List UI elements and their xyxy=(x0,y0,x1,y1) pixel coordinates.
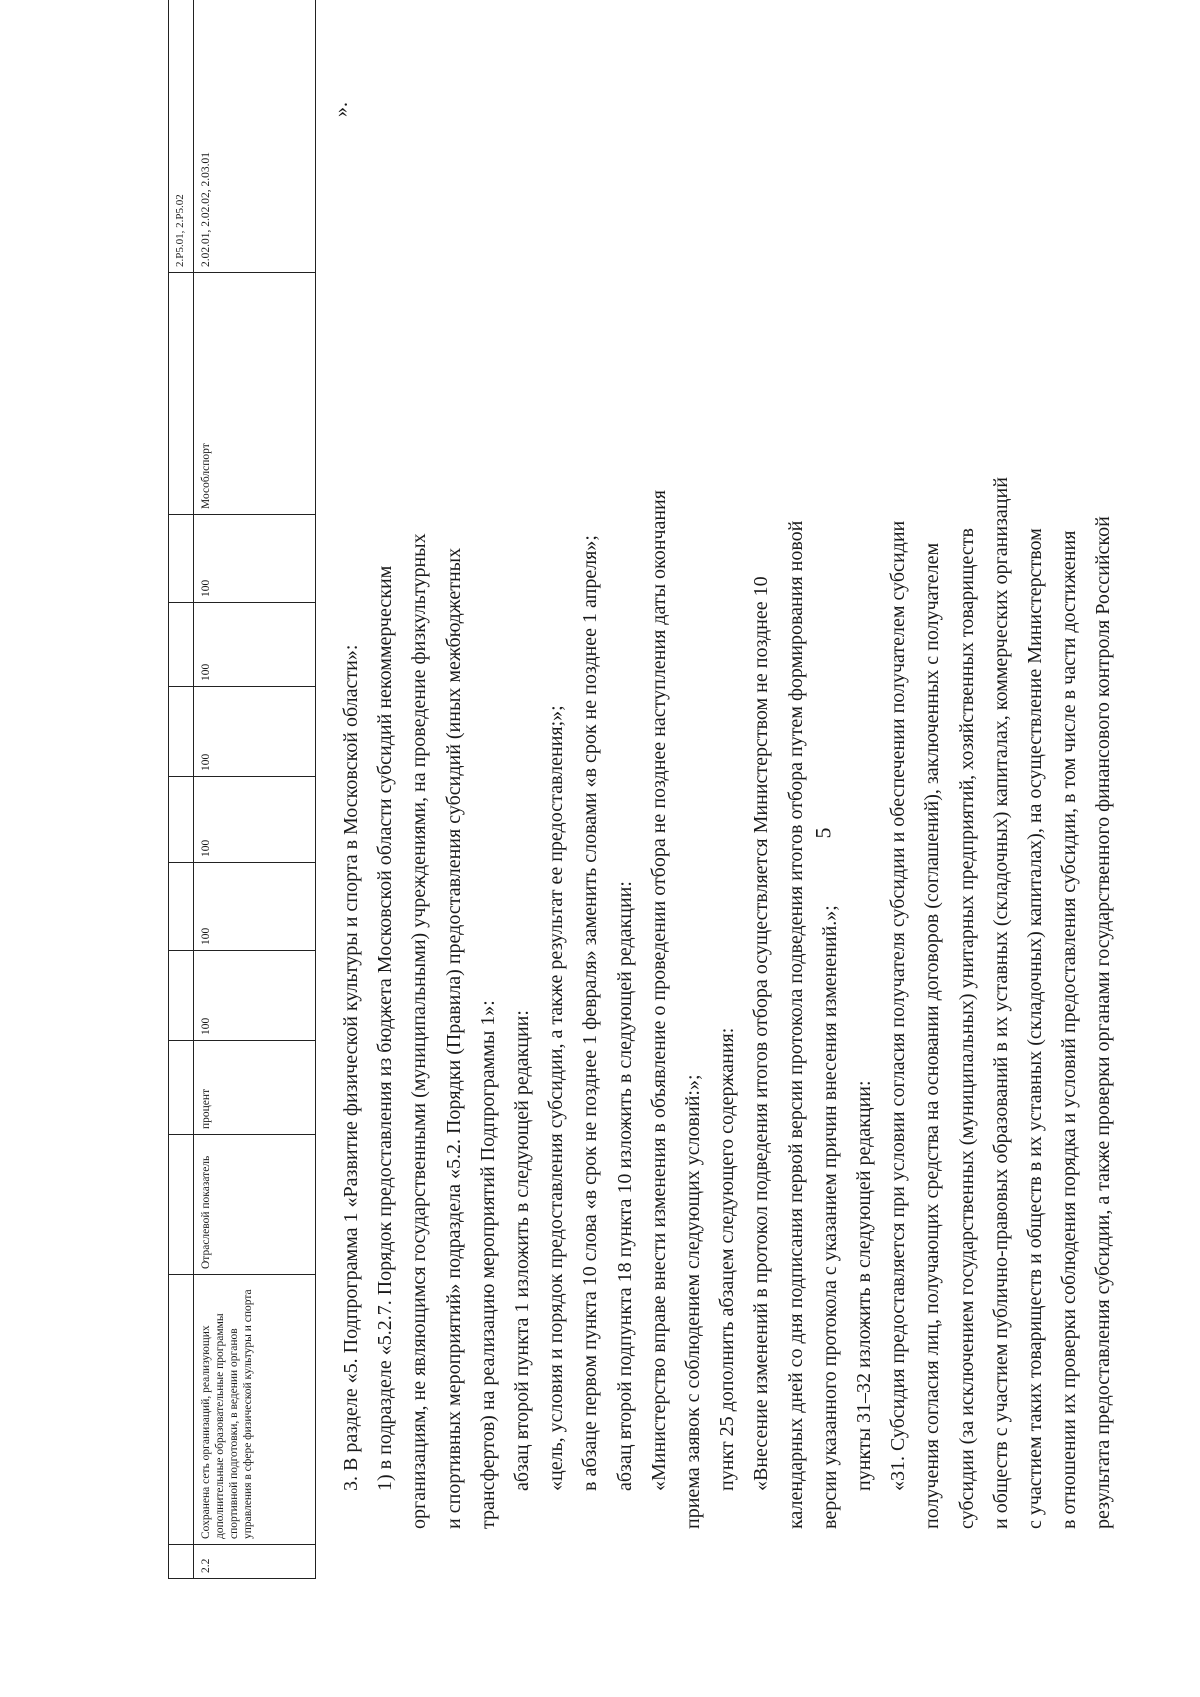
value-cell: 100 xyxy=(193,686,315,776)
header-cell xyxy=(169,514,193,602)
document-body xyxy=(334,109,1121,1529)
header-cell xyxy=(169,950,193,1040)
row-number: 2.2 xyxy=(193,1544,315,1578)
paragraph-line: 1) в подразделе «5.2.7. Порядок предоставления из бюджета Московской области субсидий некоммерческим xyxy=(374,565,397,1491)
paragraph-line: трансфертов) на реализацию мероприятий Подпрограммы 1»: xyxy=(476,1000,499,1529)
paragraph-line: и спортивных мероприятий» подраздела «5.2. Порядки (Правила) предоставления субсидий (иных межбюджетных xyxy=(442,547,465,1529)
table-row xyxy=(193,0,315,1578)
paragraph-line: абзац второй подпункта 18 пункта 10 изложить в следующей редакции: xyxy=(613,881,636,1491)
value-cell: 100 xyxy=(193,950,315,1040)
header-cell xyxy=(169,686,193,776)
unit-of-measure: процент xyxy=(193,1040,315,1134)
codes-cell: 2.02.01, 2.02.02, 2.03.01 xyxy=(200,152,212,267)
value-cell: 100 xyxy=(193,776,315,862)
paragraph-line: 3. В разделе «5. Подпрограмма 1 «Развитие физической культуры и спорта в Московской области»: xyxy=(340,644,362,1491)
indicator-name: Сохранена сеть организаций, реализующих дополнительные образовательные программы спортивной подготовки, в ведении органов управления в сфере физической культуры и спорта xyxy=(193,1274,315,1544)
indicators-table xyxy=(168,0,316,1579)
paragraph-line: и обществ с участием публично-правовых образований в их уставных (складочных) капиталах, коммерческих организаций xyxy=(989,477,1012,1529)
header-cell xyxy=(169,1040,193,1134)
paragraph-line: в отношении их проверки соблюдения порядка и условий предоставления субсидии, в том числе в части достижения xyxy=(1058,530,1081,1529)
paragraph-line: приема заявок с соблюдением следующих условий:»; xyxy=(682,1074,705,1529)
value-cell: 100 xyxy=(193,514,315,602)
page-number: 5 xyxy=(810,827,836,839)
header-cell xyxy=(169,1274,193,1544)
value-cell: 100 xyxy=(193,602,315,686)
indicator-type: Отраслевой показатель xyxy=(193,1134,315,1274)
value-cell: 100 xyxy=(193,862,315,950)
paragraph-line: версии указанного протокола с указанием причин внесения изменений.»; xyxy=(818,905,841,1529)
paragraph-line: субсидии (за исключением государственных (муниципальных) унитарных предприятий, хозяйственных товариществ xyxy=(955,528,978,1529)
paragraph-line: с участием таких товариществ и обществ в их уставных (складочных) капиталах), на осуществление Министерством xyxy=(1024,528,1047,1529)
paragraph-line: результата предоставления субсидии, а также проверки органами государственного финансового контроля Российской xyxy=(1092,516,1115,1529)
paragraph-line: абзац второй пункта 1 изложить в следующей редакции: xyxy=(511,1010,534,1491)
closing-quote: ». xyxy=(330,102,352,117)
value-cell: Мособлспорт xyxy=(193,272,315,514)
paragraph-line: в абзаце первом пункта 10 слова «в срок не позднее 1 февраля» заменить словами «в срок не позднее 1 апреля»; xyxy=(579,535,602,1491)
paragraph-line: пункты 31–32 изложить в следующей редакции: xyxy=(853,1080,876,1491)
paragraph-line: пункт 25 дополнить абзацем следующего содержания: xyxy=(716,1027,739,1491)
header-cell: 2.P5.01, 2.P5.02 xyxy=(174,194,186,267)
header-cell xyxy=(169,602,193,686)
paragraph-line: «31. Субсидия предоставляется при условии согласия получателя субсидии и обеспечении получателем субсидии xyxy=(887,520,910,1491)
header-cell xyxy=(169,1544,193,1578)
header-cell xyxy=(169,1134,193,1274)
header-cell xyxy=(169,862,193,950)
paragraph-line: организациям, не являющимся государственными (муниципальными) учреждениями, на проведение физкультурных xyxy=(408,533,431,1529)
header-cell xyxy=(169,272,193,514)
paragraph-line: получения согласия лиц, получающих средства на основании договоров (соглашений), заключенных с получателем xyxy=(921,542,944,1529)
paragraph-line: «цель, условия и порядок предоставления субсидии, а также результат ее предоставления;»; xyxy=(545,705,568,1491)
paragraph-line: «Министерство вправе внести изменения в объявление о проведении отбора не позднее наступления даты окончания xyxy=(647,490,670,1491)
table-header-row xyxy=(169,0,194,1578)
paragraph-line: календарных дней со дня подписания первой версии протокола подведения итогов отбора путем формирования новой xyxy=(784,520,807,1529)
header-cell xyxy=(169,776,193,862)
paragraph-line: «Внесение изменений в протокол подведения итогов отбора осуществляется Министерством не позднее 10 xyxy=(750,576,773,1491)
